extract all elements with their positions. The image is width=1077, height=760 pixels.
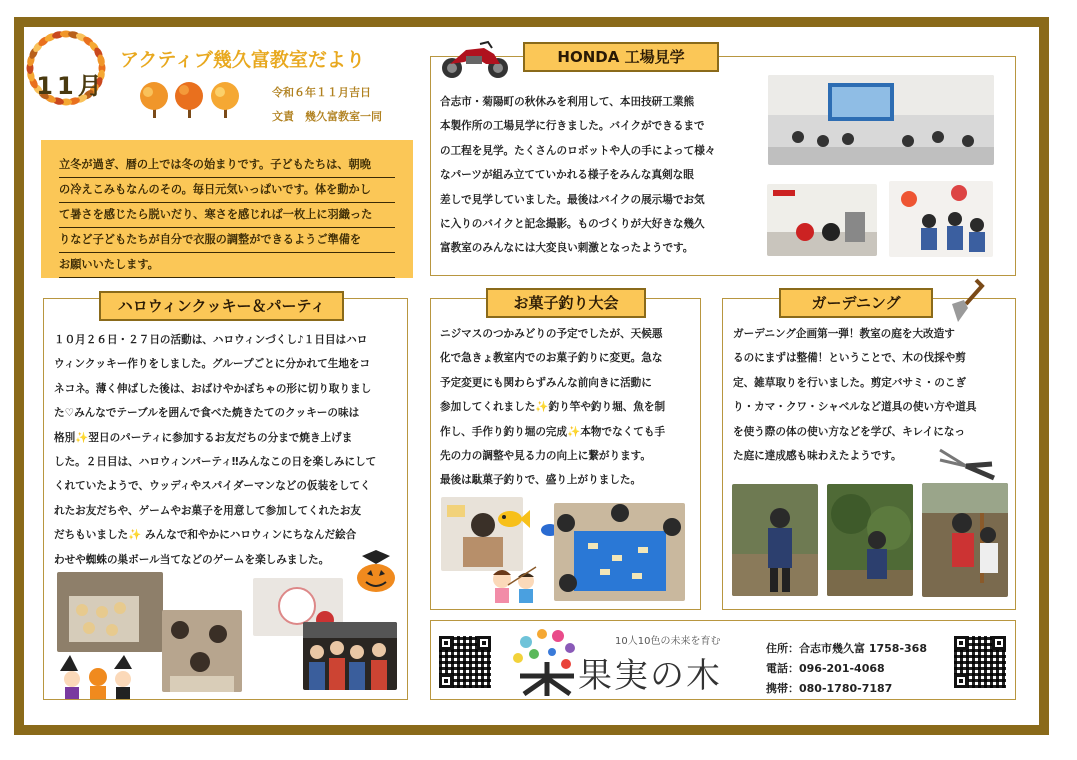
footer-tagline: 10人10色の未来を育む bbox=[615, 636, 721, 647]
garden-line: 定、雑草取りを行いました。剪定バサミ・のこぎ bbox=[733, 376, 967, 389]
qr-code-left[interactable] bbox=[439, 636, 491, 688]
kids-photo-booth-photo bbox=[889, 181, 993, 257]
fishing-pond-photo bbox=[554, 503, 685, 601]
garden-line: た庭に達成感も味わえたようです。 bbox=[733, 450, 902, 463]
honda-line: 本製作所の工場見学に行きました。バイクができるまで bbox=[440, 120, 705, 133]
autumn-trees-icon bbox=[138, 80, 248, 120]
halloween-line: ネコネ。薄く伸ばした後は、おばけやかぼちゃの形に切り取りまし bbox=[54, 382, 372, 395]
garden-line: ガーデニング企画第一弾！教室の庭を大改造す bbox=[733, 328, 955, 340]
halloween-line: くれていたようで、ウッディやスパイダーマンなどの仮装をしてく bbox=[54, 480, 371, 493]
footer-address: 住所：合志市幾久富 1758-368 bbox=[766, 642, 927, 655]
shovel-icon bbox=[946, 278, 986, 324]
candy-line: 先の力の調整や見る力の向上に繋がります。 bbox=[440, 450, 652, 463]
halloween-line: ウィンクッキー作りをしました。グループごとに分かれて生地をコ bbox=[54, 358, 371, 371]
candy-fishing-body bbox=[440, 322, 698, 493]
pruning-shears-icon bbox=[936, 446, 998, 482]
pumpkin-icon bbox=[354, 550, 398, 594]
intro-line: の冷えこみもなんのその。毎日元気いっぱいです。体を動かし bbox=[59, 178, 395, 203]
candy-line: 参加してくれました✨釣り竿や釣り堀、魚を制 bbox=[440, 401, 666, 414]
honda-line: に入りのバイクと記念撮影。ものづくりが大好きな幾久 bbox=[440, 218, 705, 231]
halloween-line: れたお友だちや、ゲームやお菓子を用意して参加してくれたお友 bbox=[54, 504, 362, 517]
candy-line: 化で急きょ教室内でのお菓子釣りに変更。急な bbox=[440, 352, 663, 365]
honda-line: の工程を見学。たくさんのロボットや人の手によって様々 bbox=[440, 144, 716, 157]
garden-photo-2 bbox=[827, 484, 913, 596]
candy-line: 作し、手作り釣り堀の完成✨本物でなくても手 bbox=[440, 425, 666, 438]
garden-photo-3 bbox=[922, 483, 1008, 597]
intro-line: りなど子どもたちが自分で衣服の調整ができるようご準備を bbox=[59, 228, 395, 253]
costume-group-photo bbox=[303, 622, 397, 690]
candy-fishing-title: お菓子釣り大会 bbox=[486, 288, 646, 318]
honda-line: 差しで見学していました。最後はバイクの展示場でお気 bbox=[440, 193, 705, 206]
halloween-body bbox=[54, 328, 402, 572]
motorcycle-icon bbox=[436, 34, 514, 80]
halloween-line: だちもいました✨ みんなで和やかにハロウィンにちなんだ絵合 bbox=[54, 529, 357, 542]
footer-mobile: 携帯：080-1780-7187 bbox=[766, 682, 893, 695]
halloween-line: わせや蜘蛛の巣ボール当てなどのゲームを楽しみました。 bbox=[54, 553, 330, 566]
intro-line: お願いいたします。 bbox=[59, 253, 395, 278]
halloween-title: ハロウィンクッキー＆パーティ bbox=[99, 291, 344, 321]
fishing-kids-illustration bbox=[488, 565, 540, 605]
cookie-making-photo bbox=[57, 572, 163, 652]
honda-title: HONDA 工場見学 bbox=[523, 42, 719, 72]
footer-phone: 電話：096-201-4068 bbox=[766, 662, 885, 675]
garden-line: り・カマ・クワ・シャベルなど道具の使い方や道具 bbox=[733, 401, 977, 414]
issue-author: 文責 幾久富教室一同 bbox=[272, 110, 382, 123]
issue-date: 令和６年１１月吉日 bbox=[272, 86, 371, 99]
cookie-kids-photo bbox=[162, 610, 242, 692]
halloween-line: た♡みんなでテーブルを囲んで食べた焼きたてのクッキーの味は bbox=[54, 407, 360, 420]
garden-photo-1 bbox=[732, 484, 818, 596]
honda-showroom-photo bbox=[767, 184, 877, 256]
candy-line: 予定変更にも関わらずみんな前向きに活動に bbox=[440, 376, 652, 389]
kajitsu-no-ki-logo-icon bbox=[510, 624, 584, 696]
honda-line: 合志市・菊陽町の秋休みを利用して、本田技研工業熊 bbox=[440, 96, 695, 108]
intro-panel bbox=[41, 140, 413, 278]
gardening-title: ガーデニング bbox=[779, 288, 933, 318]
factory-tour-photo bbox=[768, 75, 994, 165]
halloween-line: １０月２６日・２７日の活動は、ハロウィンづくし♪１日目はハロ bbox=[54, 334, 368, 346]
honda-body bbox=[440, 90, 762, 261]
fish-icon bbox=[496, 508, 530, 530]
garden-line: を使う際の体の使い方などを学び、キレイになっ bbox=[733, 425, 966, 438]
newsletter-title: アクティブ幾久富教室だより bbox=[120, 49, 365, 71]
month-label: 11月 bbox=[36, 72, 106, 100]
qr-code-right[interactable] bbox=[954, 636, 1006, 688]
intro-line: 立冬が過ぎ、暦の上では冬の始まりです。子どもたちは、朝晩 bbox=[59, 153, 395, 178]
candy-line: ニジマスのつかみどりの予定でしたが、天候悪 bbox=[440, 328, 663, 340]
halloween-kids-illustration bbox=[60, 655, 136, 699]
garden-line: るのにまずは整備！ということで、木の伐採や剪 bbox=[733, 352, 966, 365]
halloween-line: した。２日目は、ハロウィンパーティ‼みんなこの日を楽しみにして bbox=[54, 456, 377, 469]
honda-line: なパーツが組み立てていかれる様子をみんな真剣な眼 bbox=[440, 169, 694, 182]
honda-line: 富教室のみんなには大変良い刺激となったようです。 bbox=[440, 242, 694, 255]
halloween-line: 格別✨翌日のパーティに参加するお友だちの分まで焼き上げま bbox=[54, 431, 353, 444]
candy-line: 最後は駄菓子釣りで、盛り上がりました。 bbox=[440, 474, 642, 487]
intro-line: て暑さを感じたら脱いだり、寒さを感じれば一枚上に羽織った bbox=[59, 203, 395, 228]
footer-logo-text: 果実の木 bbox=[578, 656, 722, 696]
